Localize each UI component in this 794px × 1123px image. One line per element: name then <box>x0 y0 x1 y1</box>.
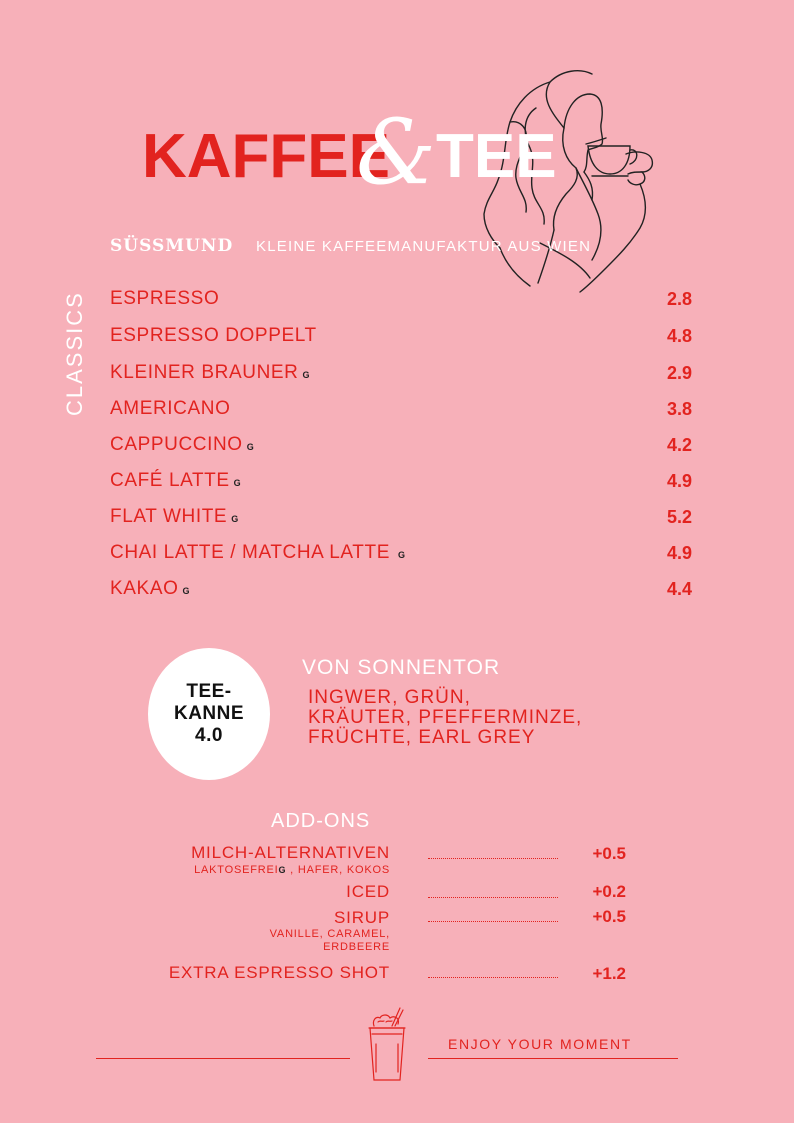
addon-iced-price: +0.2 <box>592 882 626 901</box>
menu-item <box>110 288 692 314</box>
addon-iced-name: ICED <box>346 882 390 901</box>
menu-item <box>110 434 692 460</box>
addon-sirup-options-line: ERDBEERE <box>323 941 390 953</box>
footer-divider-right <box>428 1058 678 1059</box>
menu-item-marker: G <box>233 478 242 488</box>
addon-sirup-name: SIRUP <box>334 908 390 927</box>
menu-item-price: 4.2 <box>666 435 692 455</box>
menu-item <box>110 362 692 388</box>
menu-item-name: ESPRESSO <box>110 288 220 309</box>
menu-item <box>110 506 692 532</box>
menu-item-name: CAPPUCCINO <box>110 434 243 455</box>
menu-item-price: 5.2 <box>666 507 692 527</box>
page-title <box>142 122 557 191</box>
menu-item-name: CHAI LATTE / MATCHA LATTE <box>110 542 390 563</box>
dot-leader <box>428 921 558 922</box>
dot-leader <box>428 977 558 978</box>
addon-milk-name: MILCH-ALTERNATIVEN <box>191 843 390 862</box>
dot-leader <box>428 897 558 898</box>
classics-section-label: CLASSICS <box>62 291 87 416</box>
menu-item-marker: G <box>231 514 239 524</box>
menu-item-price: 4.9 <box>666 471 692 491</box>
title-ampersand: & <box>356 100 437 205</box>
menu-item-name: CAFÉ LATTE <box>110 470 230 491</box>
tea-varieties-line: FRÜCHTE, EARL GREY <box>308 727 536 748</box>
menu-item-marker: G <box>246 442 255 452</box>
brand-tagline: KLEINE KAFFEEMANUFAKTUR AUS WIEN <box>256 238 592 255</box>
menu-item-name: AMERICANO <box>110 398 231 419</box>
addon-milk-options <box>194 864 390 877</box>
addon-sirup-options-line: VANILLE, CARAMEL, <box>269 928 390 940</box>
footer-divider-left <box>96 1058 350 1059</box>
tea-varieties-line: INGWER, GRÜN, <box>308 687 471 708</box>
tea-varieties-line: KRÄUTER, PFEFFERMINZE, <box>308 707 583 728</box>
addon-milk-marker: G <box>278 865 287 875</box>
menu-item-name: KAKAO <box>110 578 179 599</box>
menu-item-price: 2.9 <box>666 363 692 383</box>
menu-item-price: 4.9 <box>666 543 692 563</box>
addon-sirup-price: +0.5 <box>592 907 626 926</box>
menu-item <box>110 542 692 568</box>
tea-pot-badge <box>148 648 270 780</box>
menu-item <box>110 578 692 604</box>
addon-shot-name: EXTRA ESPRESSO SHOT <box>168 963 390 982</box>
tea-badge-line: TEE- <box>186 681 232 702</box>
menu-item-price: 3.8 <box>666 399 692 419</box>
iced-drink-icon <box>362 1004 412 1084</box>
menu-item-name: FLAT WHITE <box>110 506 228 527</box>
brand-logo: SÜSSMUND <box>110 236 234 256</box>
footer-slogan: ENJOY YOUR MOMENT <box>448 1036 632 1052</box>
menu-item-marker: G <box>397 550 406 560</box>
title-tee: TEE <box>436 122 557 191</box>
menu-item-name: KLEINER BRAUNER <box>110 362 299 383</box>
menu-item-marker: G <box>182 586 191 596</box>
menu-item-marker: G <box>302 370 311 380</box>
menu-item <box>110 398 692 424</box>
tea-badge-price: 4.0 <box>195 725 223 746</box>
tea-supplier: VON SONNENTOR <box>302 656 501 679</box>
tea-badge-line: KANNE <box>173 703 245 724</box>
addons-heading: ADD-ONS <box>271 810 371 832</box>
menu-item-price: 2.8 <box>666 289 692 309</box>
dot-leader <box>428 858 558 859</box>
addon-sirup-options <box>270 928 390 954</box>
menu-item <box>110 470 692 496</box>
addon-milk-option-b: , HAFER, KOKOS <box>286 864 390 876</box>
title-kaffee: KAFFEE <box>142 122 390 191</box>
tea-varieties <box>308 688 648 748</box>
menu-item-price: 4.4 <box>666 579 692 599</box>
addon-milk-option-a: LAKTOSEFREI <box>194 864 279 876</box>
menu-item-price: 4.8 <box>666 326 692 346</box>
addon-milk-price: +0.5 <box>592 844 626 863</box>
menu-item-name: ESPRESSO DOPPELT <box>110 325 317 346</box>
menu-item <box>110 325 692 351</box>
addon-shot-price: +1.2 <box>592 964 626 983</box>
